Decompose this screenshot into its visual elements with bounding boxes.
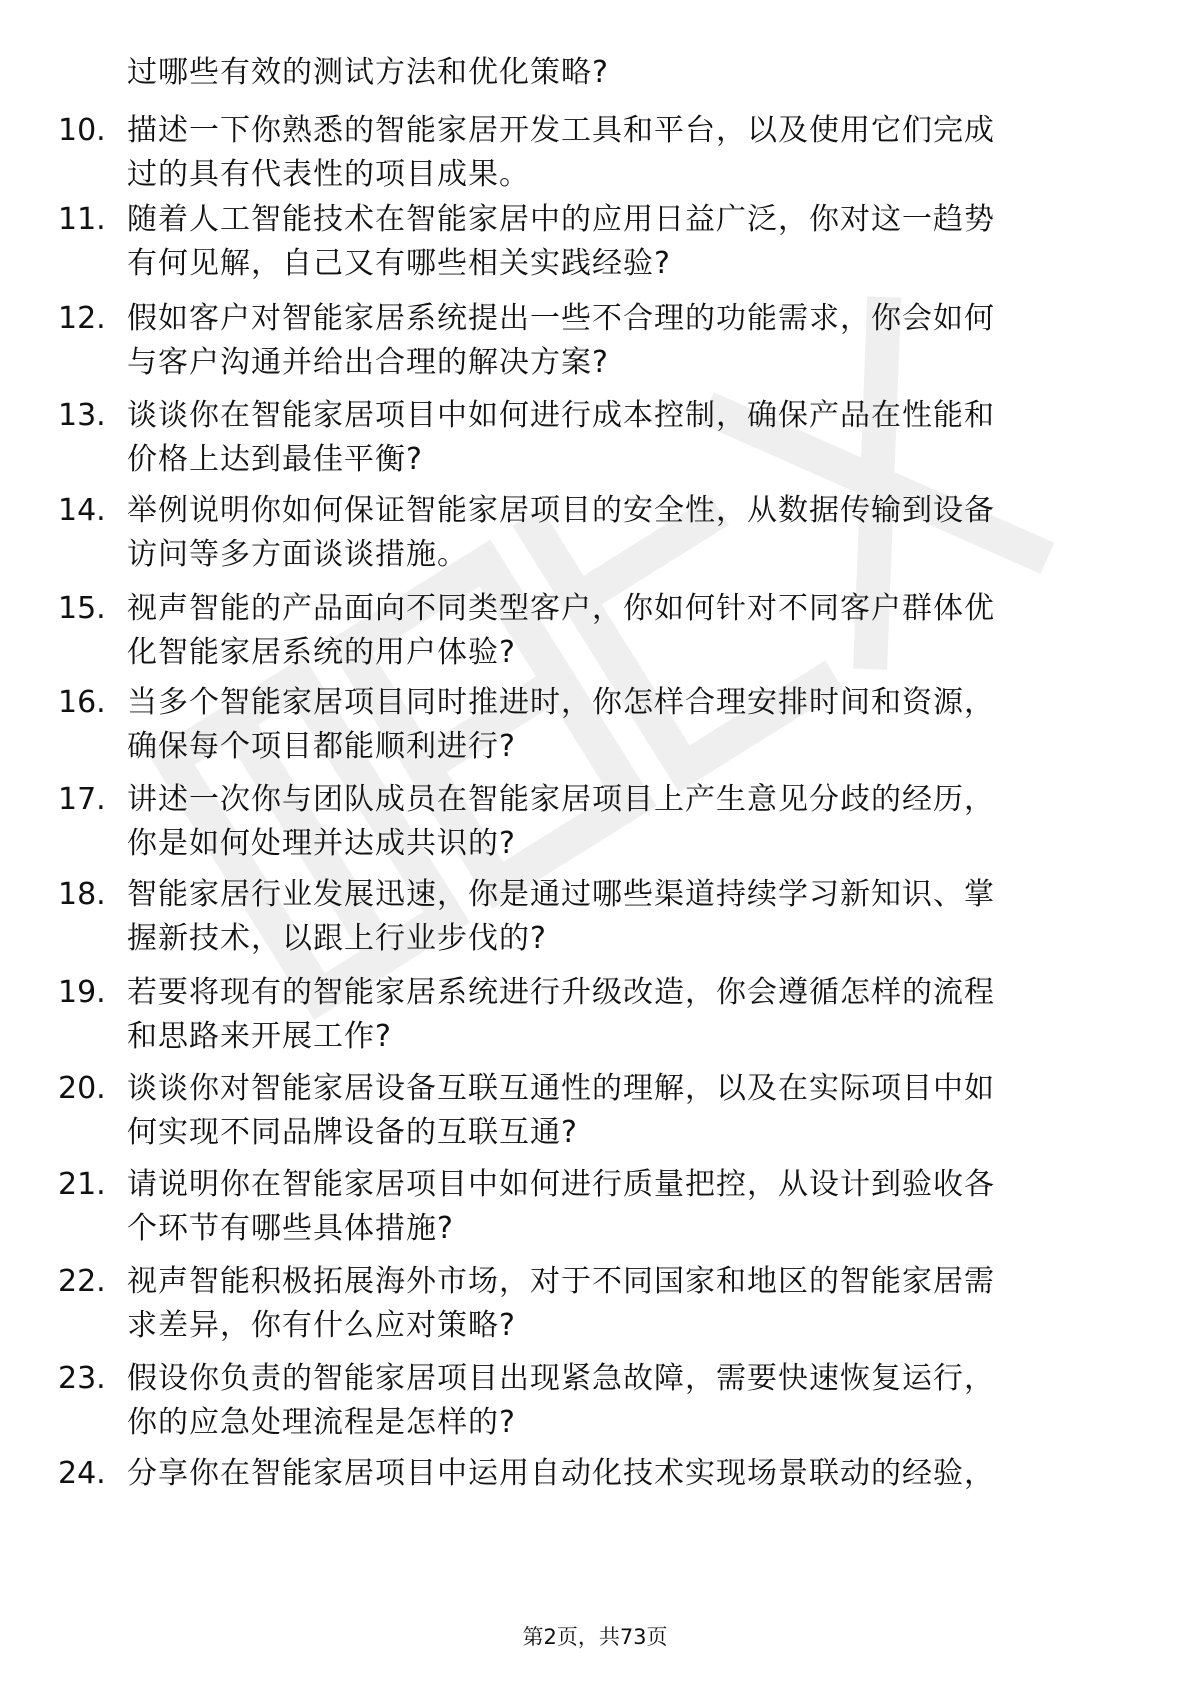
item-text-line: 描述一下你熟悉的智能家居开发工具和平台，以及使用它们完成 <box>127 113 995 148</box>
item-text-line: 假如客户对智能家居系统提出一些不合理的功能需求，你会如何 <box>127 301 995 336</box>
item-text-line: 智能家居行业发展迅速，你是通过哪些渠道持续学习新知识、掌 <box>127 877 995 912</box>
item-text-line: 谈谈你对智能家居设备互联互通性的理解，以及在实际项目中如 <box>127 1071 995 1106</box>
item-text-line: 视声智能的产品面向不同类型客户，你如何针对不同客户群体优 <box>127 591 995 626</box>
item-text-line: 访问等多方面谈谈措施。 <box>127 537 468 572</box>
continuation-line: 过哪些有效的测试方法和优化策略? <box>127 55 609 90</box>
item-text-line: 假设你负责的智能家居项目出现紧急故障，需要快速恢复运行， <box>127 1361 995 1396</box>
item-text-line: 若要将现有的智能家居系统进行升级改造，你会遵循怎样的流程 <box>127 975 995 1010</box>
item-number: 14. <box>58 493 106 528</box>
item-number: 20. <box>58 1071 106 1106</box>
item-number: 10. <box>58 113 106 148</box>
item-text-line: 与客户沟通并给出合理的解决方案? <box>127 345 609 380</box>
item-text-line: 握新技术，以跟上行业步伐的? <box>127 921 547 956</box>
item-text-line: 有何见解，自己又有哪些相关实践经验? <box>127 246 671 281</box>
item-text-line: 何实现不同品牌设备的互联互通? <box>127 1115 578 1150</box>
item-text-line: 化智能家居系统的用户体验? <box>127 635 516 670</box>
item-number: 22. <box>58 1264 106 1299</box>
item-number: 15. <box>58 591 106 626</box>
item-number: 17. <box>58 782 106 817</box>
page-number-footer: 第2页，共73页 <box>522 1625 668 1649</box>
item-text-line: 价格上达到最佳平衡? <box>127 442 423 477</box>
item-text-line: 个环节有哪些具体措施? <box>127 1211 454 1246</box>
item-number: 24. <box>58 1456 106 1491</box>
item-text-line: 谈谈你在智能家居项目中如何进行成本控制，确保产品在性能和 <box>127 398 995 433</box>
item-number: 16. <box>58 685 106 720</box>
item-text-line: 随着人工智能技术在智能家居中的应用日益广泛，你对这一趋势 <box>127 202 995 237</box>
item-number: 19. <box>58 975 106 1010</box>
item-text-line: 确保每个项目都能顺利进行? <box>127 729 516 764</box>
item-number: 23. <box>58 1361 106 1396</box>
item-number: 12. <box>58 301 106 336</box>
item-text-line: 分享你在智能家居项目中运用自动化技术实现场景联动的经验， <box>127 1456 995 1491</box>
item-text-line: 视声智能积极拓展海外市场，对于不同国家和地区的智能家居需 <box>127 1264 995 1299</box>
item-text-line: 过的具有代表性的项目成果。 <box>127 157 530 192</box>
item-text-line: 讲述一次你与团队成员在智能家居项目上产生意见分歧的经历， <box>127 782 995 817</box>
item-number: 21. <box>58 1167 106 1202</box>
item-text-line: 当多个智能家居项目同时推进时，你怎样合理安排时间和资源， <box>127 685 995 720</box>
item-text-line: 你的应急处理流程是怎样的? <box>127 1405 516 1440</box>
item-number: 11. <box>58 202 106 237</box>
item-number: 18. <box>58 877 106 912</box>
item-text-line: 求差异，你有什么应对策略? <box>127 1308 516 1343</box>
item-text-line: 请说明你在智能家居项目中如何进行质量把控，从设计到验收各 <box>127 1167 995 1202</box>
item-number: 13. <box>58 398 106 433</box>
item-text-line: 你是如何处理并达成共识的? <box>127 826 516 861</box>
item-text-line: 举例说明你如何保证智能家居项目的安全性，从数据传输到设备 <box>127 493 995 528</box>
item-text-line: 和思路来开展工作? <box>127 1019 392 1054</box>
